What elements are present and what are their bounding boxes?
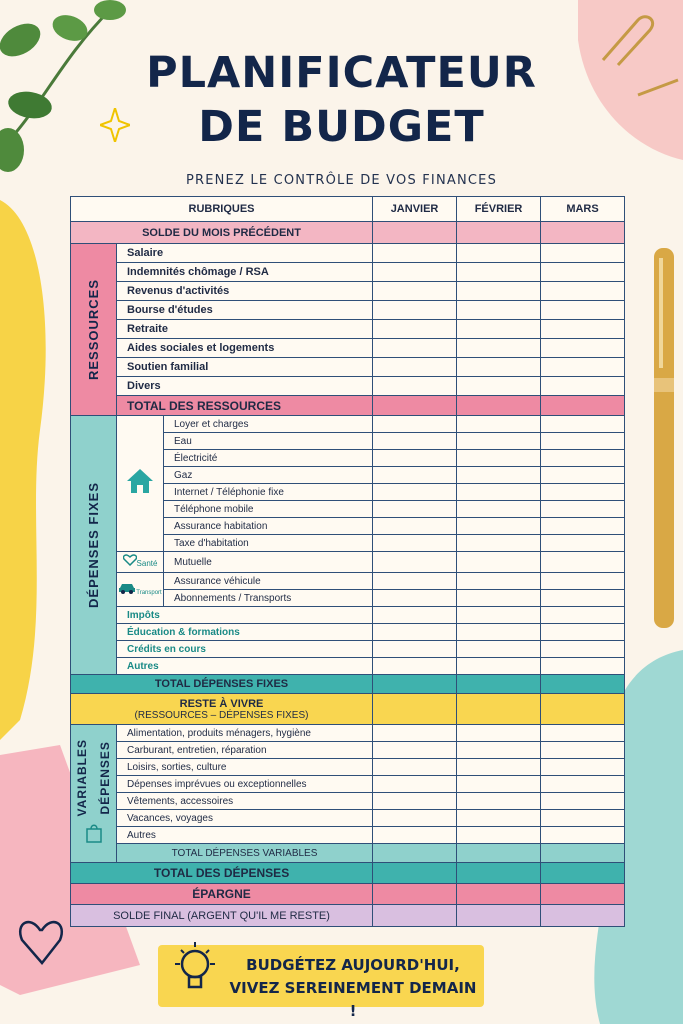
header-row	[71, 197, 625, 222]
fixe-item: Internet / Téléphonie fixe	[164, 484, 373, 501]
title-line2: DE BUDGET	[198, 102, 485, 152]
variables-label-line1: DÉPENSES	[98, 741, 112, 815]
solde-precedent-label: SOLDE DU MOIS PRÉCÉDENT	[71, 222, 373, 244]
cell-input[interactable]	[541, 484, 625, 501]
fixe-item: Crédits en cours	[117, 641, 373, 658]
cell-input[interactable]	[457, 658, 541, 675]
cell-input[interactable]	[373, 742, 457, 759]
cell-input[interactable]	[541, 244, 625, 263]
cell-input[interactable]	[457, 222, 541, 244]
cell-input[interactable]	[541, 263, 625, 282]
cell-input[interactable]	[373, 450, 457, 467]
cell-input[interactable]	[457, 301, 541, 320]
cell-input[interactable]	[457, 844, 541, 863]
cell-input[interactable]	[373, 396, 457, 416]
cell-input[interactable]	[373, 905, 457, 927]
cell-input[interactable]	[457, 641, 541, 658]
cell-input[interactable]	[373, 624, 457, 641]
cell-input[interactable]	[373, 641, 457, 658]
cell-input[interactable]	[541, 884, 625, 905]
total-depenses-row	[71, 863, 625, 884]
cell-input[interactable]	[541, 377, 625, 396]
cell-input[interactable]	[457, 416, 541, 433]
cell-input[interactable]	[457, 501, 541, 518]
ressources-section	[71, 244, 117, 416]
ressource-item: Retraite	[117, 320, 373, 339]
fixe-item: Assurance habitation	[164, 518, 373, 535]
cell-input[interactable]	[373, 282, 457, 301]
ressource-item: Divers	[117, 377, 373, 396]
cell-input[interactable]	[457, 320, 541, 339]
cell-input[interactable]	[457, 484, 541, 501]
sante-group	[117, 552, 164, 573]
cell-input[interactable]	[373, 827, 457, 844]
total-variables-label: TOTAL DÉPENSES VARIABLES	[117, 844, 373, 863]
cell-input[interactable]	[541, 301, 625, 320]
cell-input[interactable]	[373, 222, 457, 244]
total-fixes-row	[71, 675, 625, 694]
cell-input[interactable]	[457, 339, 541, 358]
cell-input[interactable]	[457, 776, 541, 793]
sante-label: Santé	[136, 559, 158, 568]
fixe-item: Mutuelle	[164, 552, 373, 573]
variables-label-line2: VARIABLES	[75, 739, 89, 817]
cell-input[interactable]	[541, 759, 625, 776]
cell-input[interactable]	[541, 810, 625, 827]
heart-icon	[123, 554, 137, 566]
epargne-label: ÉPARGNE	[71, 884, 373, 905]
ressource-item: Indemnités chômage / RSA	[117, 263, 373, 282]
cell-input[interactable]	[541, 552, 625, 573]
cell-input[interactable]	[457, 450, 541, 467]
variable-item: Vêtements, accessoires	[117, 793, 373, 810]
cell-input[interactable]	[373, 573, 457, 590]
cell-input[interactable]	[457, 810, 541, 827]
fixe-item: Téléphone mobile	[164, 501, 373, 518]
fixe-item: Taxe d'habitation	[164, 535, 373, 552]
cell-input[interactable]	[373, 607, 457, 624]
cell-input[interactable]	[541, 641, 625, 658]
header-mars: MARS	[541, 197, 625, 222]
title-line1: PLANIFICATEUR	[146, 48, 537, 98]
bag-icon	[85, 823, 103, 843]
cell-input[interactable]	[541, 793, 625, 810]
epargne-row	[71, 884, 625, 905]
cell-input[interactable]	[457, 573, 541, 590]
cell-input[interactable]	[457, 282, 541, 301]
cell-input[interactable]	[541, 535, 625, 552]
cell-input[interactable]	[373, 433, 457, 450]
cell-input[interactable]	[457, 535, 541, 552]
fixe-item: Eau	[164, 433, 373, 450]
house-icon	[125, 466, 155, 496]
cell-input[interactable]	[373, 484, 457, 501]
fixe-item: Éducation & formations	[117, 624, 373, 641]
pen-icon	[648, 248, 683, 628]
cell-input[interactable]	[541, 776, 625, 793]
cell-input[interactable]	[541, 827, 625, 844]
variable-item: Carburant, entretien, réparation	[117, 742, 373, 759]
transport-group	[117, 573, 164, 607]
cell-input[interactable]	[373, 501, 457, 518]
cell-input[interactable]	[457, 905, 541, 927]
cell-input[interactable]	[541, 467, 625, 484]
ressource-item: Soutien familial	[117, 358, 373, 377]
slogan-text	[228, 954, 478, 1023]
cell-input[interactable]	[373, 884, 457, 905]
fixe-item: Gaz	[164, 467, 373, 484]
solde-precedent-row	[71, 222, 625, 244]
cell-input[interactable]	[541, 607, 625, 624]
lightbulb-icon	[170, 940, 220, 1000]
cell-input[interactable]	[457, 725, 541, 742]
cell-input[interactable]	[373, 416, 457, 433]
cell-input[interactable]	[373, 793, 457, 810]
subtitle: PRENEZ LE CONTRÔLE DE VOS FINANCES	[185, 173, 498, 188]
cell-input[interactable]	[373, 377, 457, 396]
cell-input[interactable]	[541, 694, 625, 725]
cell-input[interactable]	[457, 396, 541, 416]
cell-input[interactable]	[457, 467, 541, 484]
cell-input[interactable]	[457, 793, 541, 810]
total-depenses-label: TOTAL DES DÉPENSES	[71, 863, 373, 884]
cell-input[interactable]	[541, 590, 625, 607]
cell-input[interactable]	[541, 675, 625, 694]
cell-input[interactable]	[373, 694, 457, 725]
cell-input[interactable]	[541, 518, 625, 535]
ressource-item: Bourse d'études	[117, 301, 373, 320]
header-rubriques: RUBRIQUES	[71, 197, 373, 222]
cell-input[interactable]	[541, 358, 625, 377]
logement-group	[117, 416, 164, 552]
cell-input[interactable]	[373, 675, 457, 694]
cell-input[interactable]	[373, 535, 457, 552]
variable-item: Vacances, voyages	[117, 810, 373, 827]
cell-input[interactable]	[541, 320, 625, 339]
cell-input[interactable]	[373, 759, 457, 776]
fixe-item: Abonnements / Transports	[164, 590, 373, 607]
cell-input[interactable]	[373, 725, 457, 742]
header-janvier: JANVIER	[373, 197, 457, 222]
cell-input[interactable]	[457, 759, 541, 776]
fixe-item: Loyer et charges	[164, 416, 373, 433]
reste-line1: RESTE À VIVRE	[179, 697, 264, 710]
cell-input[interactable]	[457, 433, 541, 450]
cell-input[interactable]	[373, 552, 457, 573]
fixe-item: Autres	[117, 658, 373, 675]
page-title	[0, 46, 683, 154]
cell-input[interactable]	[541, 844, 625, 863]
cell-input[interactable]	[457, 884, 541, 905]
cell-input[interactable]	[373, 358, 457, 377]
yellow-blob	[0, 200, 60, 740]
ressource-item: Aides sociales et logements	[117, 339, 373, 358]
depenses-fixes-label: DÉPENSES FIXES	[86, 482, 101, 608]
fixe-item: Assurance véhicule	[164, 573, 373, 590]
cell-input[interactable]	[373, 776, 457, 793]
variable-item: Dépenses imprévues ou exceptionnelles	[117, 776, 373, 793]
cell-input[interactable]	[541, 905, 625, 927]
cell-input[interactable]	[457, 263, 541, 282]
cell-input[interactable]	[457, 244, 541, 263]
total-ressources-label: TOTAL DES RESSOURCES	[117, 396, 373, 416]
solde-final-label: SOLDE FINAL (ARGENT QU'IL ME RESTE)	[71, 905, 373, 927]
total-fixes-label: TOTAL DÉPENSES FIXES	[71, 675, 373, 694]
cell-input[interactable]	[457, 377, 541, 396]
cell-input[interactable]	[373, 339, 457, 358]
cell-input[interactable]	[457, 863, 541, 884]
cell-input[interactable]	[541, 222, 625, 244]
cell-input[interactable]	[373, 320, 457, 339]
budget-table	[70, 196, 625, 927]
cell-input[interactable]	[457, 590, 541, 607]
variable-item: Alimentation, produits ménagers, hygiène	[117, 725, 373, 742]
cell-input[interactable]	[373, 263, 457, 282]
cell-input[interactable]	[541, 450, 625, 467]
cell-input[interactable]	[373, 467, 457, 484]
slogan-line1: BUDGÉTEZ AUJOURD'HUI,	[246, 956, 460, 974]
cell-input[interactable]	[457, 518, 541, 535]
cell-input[interactable]	[541, 573, 625, 590]
ressource-item: Revenus d'activités	[117, 282, 373, 301]
cell-input[interactable]	[457, 358, 541, 377]
cell-input[interactable]	[457, 694, 541, 725]
transport-label: Transport	[136, 589, 162, 596]
depenses-fixes-section	[71, 416, 117, 675]
cell-input[interactable]	[457, 742, 541, 759]
cell-input[interactable]	[373, 810, 457, 827]
reste-line2: (RESSOURCES – DÉPENSES FIXES)	[134, 709, 309, 721]
cell-input[interactable]	[373, 590, 457, 607]
cell-input[interactable]	[541, 658, 625, 675]
depenses-variables-section	[71, 725, 117, 863]
fixe-item: Impôts	[117, 607, 373, 624]
cell-input[interactable]	[541, 433, 625, 450]
cell-input[interactable]	[541, 501, 625, 518]
ressources-label: RESSOURCES	[86, 278, 101, 381]
cell-input[interactable]	[541, 624, 625, 641]
ressource-item: Salaire	[117, 244, 373, 263]
variable-item: Autres	[117, 827, 373, 844]
reste-a-vivre-row	[71, 694, 625, 725]
cell-input[interactable]	[457, 624, 541, 641]
cell-input[interactable]	[457, 552, 541, 573]
cell-input[interactable]	[541, 396, 625, 416]
cell-input[interactable]	[457, 607, 541, 624]
slogan-line2: VIVEZ SEREINEMENT DEMAIN !	[229, 979, 477, 1020]
cell-input[interactable]	[541, 863, 625, 884]
car-icon	[118, 582, 136, 594]
header-fevrier: FÉVRIER	[457, 197, 541, 222]
variable-item: Loisirs, sorties, culture	[117, 759, 373, 776]
cell-input[interactable]	[541, 282, 625, 301]
cell-input[interactable]	[373, 658, 457, 675]
cell-input[interactable]	[541, 725, 625, 742]
cell-input[interactable]	[373, 518, 457, 535]
fixe-item: Électricité	[164, 450, 373, 467]
cell-input[interactable]	[373, 301, 457, 320]
cell-input[interactable]	[457, 675, 541, 694]
cell-input[interactable]	[541, 416, 625, 433]
cell-input[interactable]	[541, 339, 625, 358]
solde-final-row	[71, 905, 625, 927]
cell-input[interactable]	[541, 742, 625, 759]
cell-input[interactable]	[457, 827, 541, 844]
cell-input[interactable]	[373, 863, 457, 884]
reste-a-vivre-label	[71, 694, 373, 725]
cell-input[interactable]	[373, 844, 457, 863]
cell-input[interactable]	[373, 244, 457, 263]
